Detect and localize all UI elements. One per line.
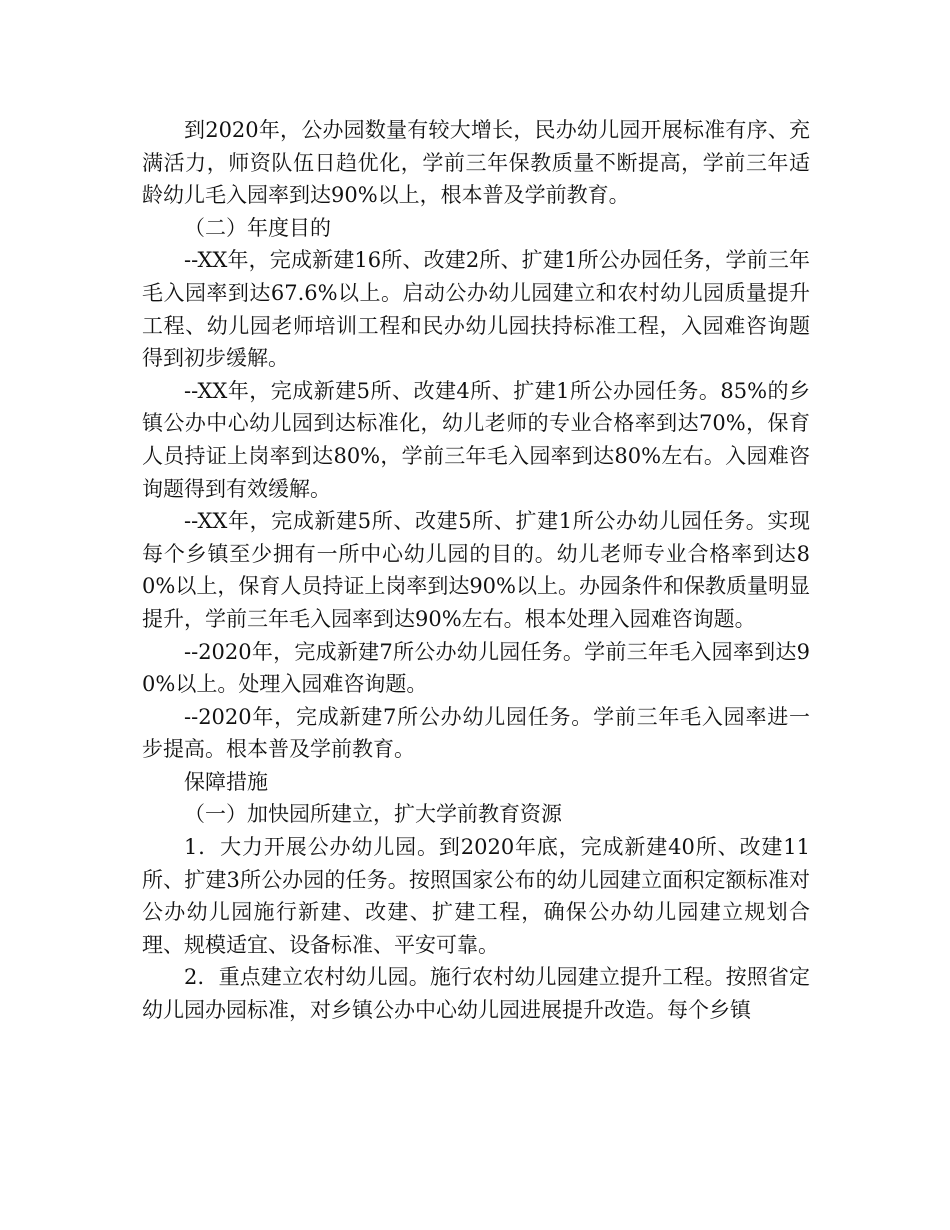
- paragraph-year-1: --XX年，完成新建16所、改建2所、扩建1所公办园任务，学前三年毛入园率到达67.6%以上。启动公办幼儿园建立和农村幼儿园质量提升工程、幼儿园老师培训工程和民办幼儿园扶持标准工程，入园难咨询题得到初步缓解。: [142, 248, 810, 371]
- paragraph-year-4: --2020年，完成新建7所公办幼儿园任务。学前三年毛入园率到达90%以上。处理入园难咨询题。: [142, 639, 810, 697]
- paragraph-goal-2020: 到2020年，公办园数量有较大增长，民办幼儿园开展标准有序、充满活力，师资队伍日趋优化，学前三年保教质量不断提高，学前三年适龄幼儿毛入园率到达90%以上，根本普及学前教育。: [142, 118, 810, 208]
- heading-section-1: （一）加快园所建立，扩大学前教育资源: [184, 802, 562, 827]
- paragraph-year-5: --2020年，完成新建7所公办幼儿园任务。学前三年毛入园率进一步提高。根本普及学前教育。: [142, 704, 810, 762]
- paragraph-item-1: 1．大力开展公办幼儿园。到2020年底，完成新建40所、改建11所、扩建3所公办园的任务。按照国家公布的幼儿园建立面积定额标准对公办幼儿园施行新建、改建、扩建工程，确保公办幼儿园建立规划合理、规模适宜、设备标准、平安可靠。: [142, 835, 810, 957]
- heading-safeguard-measures: 保障措施: [184, 769, 268, 794]
- paragraph-item-2: 2．重点建立农村幼儿园。施行农村幼儿园建立提升工程。按照省定幼儿园办园标准，对乡镇公办中心幼儿园进展提升改造。每个乡镇: [142, 965, 810, 1023]
- paragraph-year-2: --XX年，完成新建5所、改建4所、扩建1所公办园任务。85%的乡镇公办中心幼儿园到达标准化，幼儿老师的专业合格率到达70%，保育人员持证上岗率到达80%，学前三年毛入园率到达80%左右。入园难咨询题得到有效缓解。: [142, 378, 810, 501]
- paragraph-year-3: --XX年，完成新建5所、改建5所、扩建1所公办幼儿园任务。实现每个乡镇至少拥有一所中心幼儿园的目的。幼儿老师专业合格率到达80%以上，保育人员持证上岗率到达90%以上。办园条件和保教质量明显提升，学前三年毛入园率到达90%左右。根本处理入园难咨询题。: [142, 509, 810, 631]
- heading-annual-goals: （二）年度目的: [184, 215, 331, 240]
- document-body: [142, 114, 810, 1027]
